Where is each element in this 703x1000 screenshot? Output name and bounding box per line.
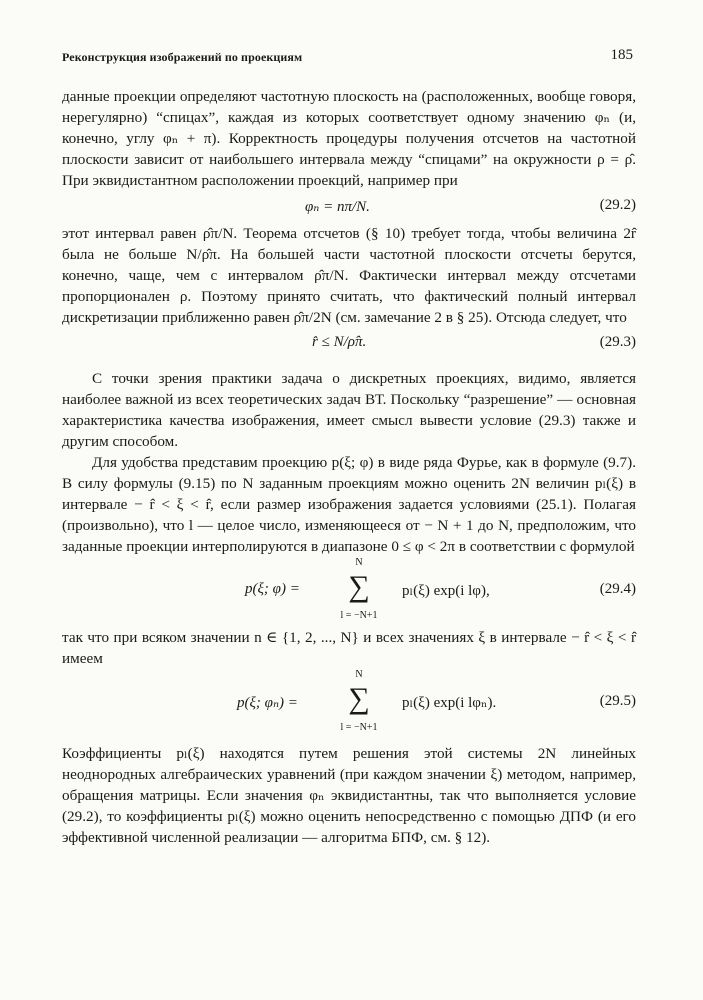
equation-29-3 (62, 328, 636, 360)
equation-29-2 (62, 191, 636, 223)
equation-29-4-number: (29.4) (599, 581, 636, 597)
sigma-icon: ∑ (348, 570, 370, 603)
equation-29-5-rhs: pₗ(ξ) exp(i lφₙ). (402, 695, 497, 711)
equation-29-3-formula: r̂ ≤ N/ρ̂π. (312, 334, 367, 350)
equation-29-3-number: (29.3) (599, 334, 636, 350)
page-number: 185 (610, 47, 633, 63)
equation-29-5-lhs: p(ξ; φₙ) = (237, 695, 298, 711)
equation-29-4-lhs: p(ξ; φ) = (245, 581, 300, 597)
equation-29-5-number: (29.5) (599, 693, 636, 709)
paragraph-5: так что при всяком значении n ∈ {1, 2, ..., N} и всех значениях ξ в интервале − r̂ < ξ < r̂ имеем (62, 629, 636, 667)
running-title: Реконструкция изображений по проекциям (62, 50, 303, 64)
equation-29-2-number: (29.2) (599, 197, 636, 213)
equation-29-5 (62, 669, 636, 739)
sum-upper-limit: N (355, 669, 363, 680)
sum-upper-limit: N (355, 557, 363, 568)
equation-29-4-sum (324, 557, 394, 627)
page-header (62, 47, 633, 70)
equation-29-5-sum (324, 669, 394, 739)
equation-29-4 (62, 557, 636, 627)
page-body (62, 86, 636, 848)
equation-29-2-formula: φₙ = nπ/N. (305, 199, 370, 215)
sum-lower-limit: l = −N+1 (340, 722, 378, 733)
equation-29-4-rhs: pₗ(ξ) exp(i lφ), (402, 583, 490, 599)
paragraph-4: Для удобства представим проекцию p(ξ; φ) в виде ряда Фурье, как в формуле (9.7). В силу формулы (9.15) по N заданным проекциям можно оценить 2N величин pₗ(ξ) в интервале − r̂ < ξ < r̂, если размер изображения задается условиями (25.1). Полагая (произвольно), что l — целое число, изменяющееся от − N + 1 до N, предположим, что заданные проекции интерполируются в диапазоне 0 ≤ φ < 2π в соответствии с формулой (62, 454, 636, 555)
paragraph-1: данные проекции определяют частотную плоскость на (расположенных, вообще говоря, нерегулярно) “спицах”, каждая из которых соответствует одному значению φₙ (и, конечно, углу φₙ + π). Корректность процедуры получения отсчетов на частотной плоскости зависит от наибольшего интервала между “спицами” на окружности ρ = ρ̂. При эквидистантном расположении проекций, например при (62, 88, 636, 189)
paragraph-6: Коэффициенты pₗ(ξ) находятся путем решения этой системы 2N линейных неоднородных алгебраических уравнений (при каждом значении ξ) методом, например, обращения матрицы. Если значения φₙ эквидистантны, так что выполняется условие (29.2), то коэффициенты pₗ(ξ) можно оценить непосредственно с помощью ДПФ (и его эффективной численной реализации — алгоритма БПФ, см. § 12). (62, 745, 636, 846)
paragraph-2: этот интервал равен ρ̂π/N. Теорема отсчетов (§ 10) требует тогда, чтобы величина 2r̂ была не больше N/ρ̂π. На большей части частотной плоскости отсчеты берутся, конечно, чаще, чем с интервалом ρ̂π/N. Фактически интервал между отсчетами пропорционален ρ. Поэтому принято считать, что фактический полный интервал дискретизации приближенно равен ρ̂π/2N (см. замечание 2 в § 25). Отсюда следует, что (62, 225, 636, 326)
paragraph-3: С точки зрения практики задача о дискретных проекциях, видимо, является наиболее важной из всех теоретических задач ВТ. Поскольку “разрешение” — основная характеристика качества изображения, имеет смысл вывести условие (29.3) также и другим способом. (62, 370, 636, 450)
sigma-icon: ∑ (348, 682, 370, 715)
sum-lower-limit: l = −N+1 (340, 610, 378, 621)
